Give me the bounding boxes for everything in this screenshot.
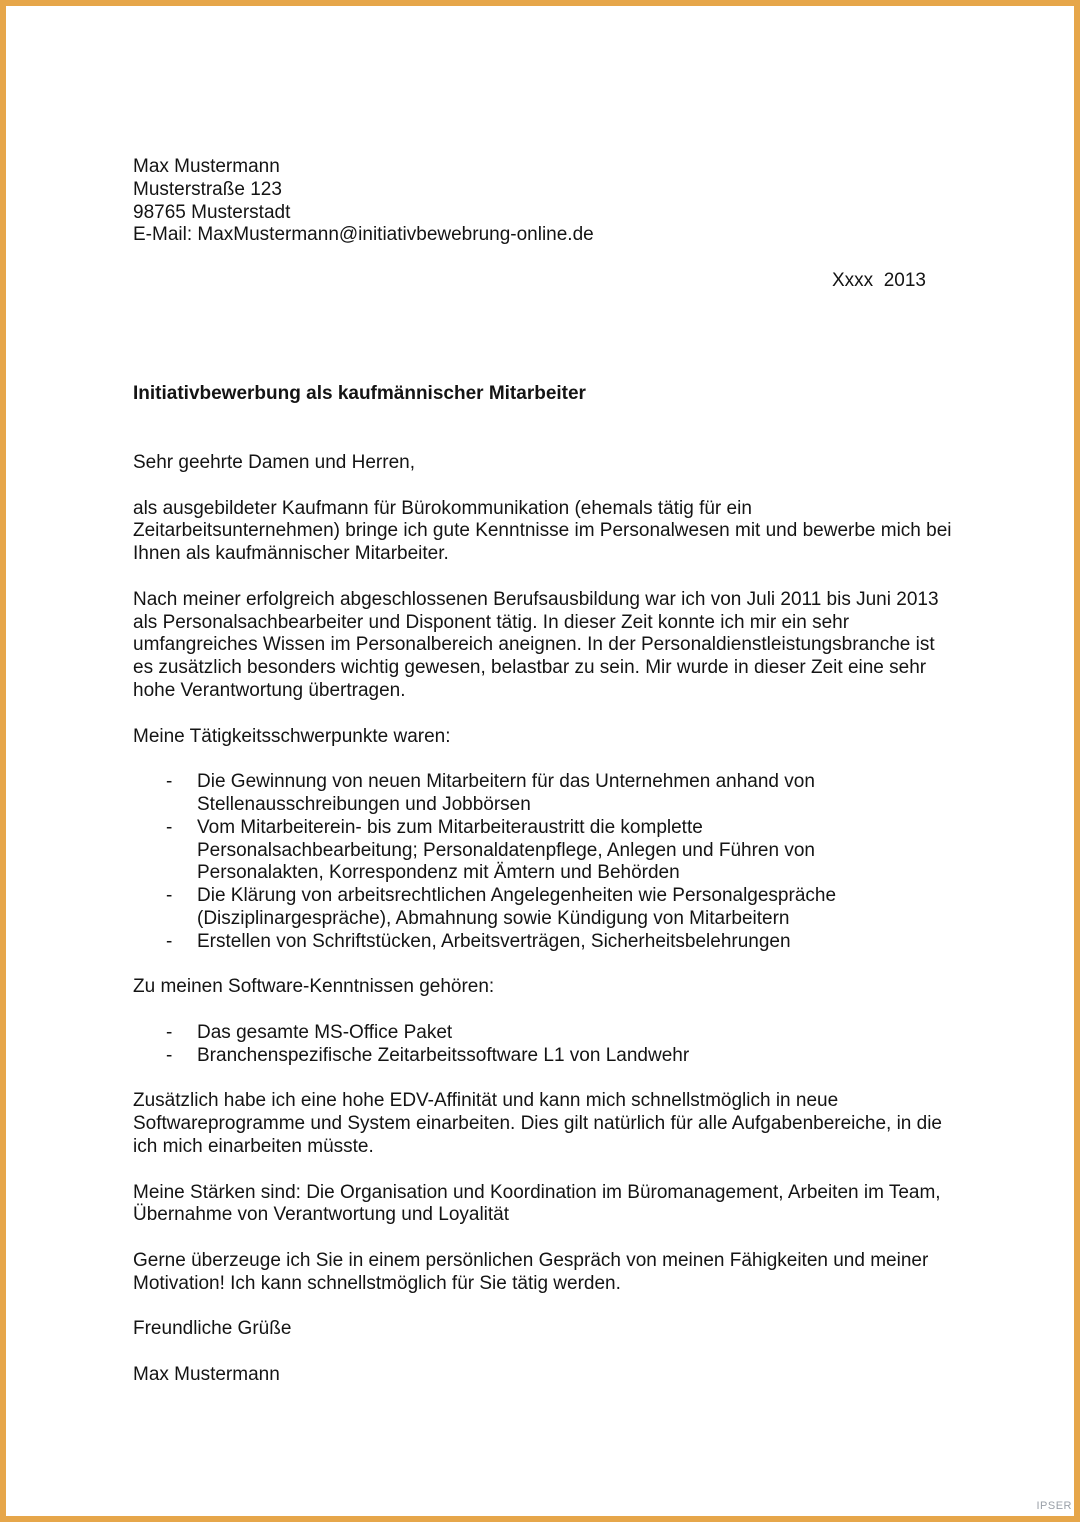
paragraph-software-intro: Zu meinen Software-Kenntnissen gehören:	[133, 976, 495, 998]
paragraph-intro: als ausgebildeter Kaufmann für Bürokommunikation (ehemals tätig für ein Zeitarbeitsunternehmen) bringe ich gute Kenntnisse im Personalwesen mit und bewerbe mich bei Ihnen als kaufmännischer Mitarbeiter.	[133, 497, 952, 565]
paragraph-strengths: Meine Stärken sind: Die Organisation und Koordination im Büromanagement, Arbeiten im Team, Übernahme von Verantwortung und Loyalität	[133, 1181, 941, 1226]
dash-bullet: -	[166, 1044, 173, 1066]
watermark-logo: IPSER	[1036, 1500, 1072, 1512]
list-item	[133, 1022, 877, 1045]
sender-address-block	[133, 156, 953, 247]
dash-bullet: -	[166, 1021, 173, 1043]
sender-city: 98765 Musterstadt	[133, 201, 291, 223]
dash-bullet: -	[166, 816, 173, 838]
paragraph-edv: Zusätzlich habe ich eine hohe EDV-Affinität und kann mich schnellstmöglich in neue Softwareprogramme und System einarbeiten. Dies gilt natürlich für alle Aufgabenbereiche, in die ich mich einarbeiten müsste.	[133, 1090, 943, 1157]
paragraph-duties-intro: Meine Tätigkeitsschwerpunkte waren:	[133, 725, 451, 747]
list-item	[133, 885, 877, 931]
closing-phrase: Freundliche Grüße	[133, 1318, 292, 1340]
software-list	[133, 1022, 953, 1068]
list-item-text: Das gesamte MS-Office Paket	[197, 1021, 453, 1043]
dash-bullet: -	[166, 930, 173, 952]
list-item	[133, 771, 877, 817]
duties-list	[133, 771, 953, 953]
list-item	[133, 817, 877, 885]
paragraph-closing-offer: Gerne überzeuge ich Sie in einem persönlichen Gespräch von meinen Fähigkeiten und meiner Motivation! Ich kann schnellstmöglich für Sie tätig werden.	[133, 1249, 929, 1294]
letter-body	[133, 452, 953, 1387]
sender-email: E-Mail: MaxMustermann@initiativbewebrung-online.de	[133, 224, 594, 246]
salutation: Sehr geehrte Damen und Herren,	[133, 452, 415, 473]
signature-name: Max Mustermann	[133, 1363, 280, 1385]
sender-name: Max Mustermann	[133, 156, 280, 177]
list-item	[133, 931, 877, 954]
dash-bullet: -	[166, 885, 173, 907]
letter-subject: Initiativbewerbung als kaufmännischer Mitarbeiter	[133, 383, 586, 404]
dash-bullet: -	[166, 771, 173, 793]
list-item-text: Branchenspezifische Zeitarbeitssoftware L1 von Landwehr	[197, 1044, 690, 1066]
list-item	[133, 1045, 877, 1068]
paragraph-experience: Nach meiner erfolgreich abgeschlossenen Berufsausbildung war ich von Juli 2011 bis Juni 2013 als Personalsachbearbeiter und Disponent tätig. In dieser Zeit konnte ich mir ein sehr umfangreiches Wissen im Personalbereich aneignen. In der Personaldienstleistungsbranche ist es zusätzlich besonders wichtig gewesen, belastbar zu sein. Mir wurde in dieser Zeit eine sehr hohe Verantwortung übertragen.	[133, 588, 939, 701]
list-item-text: Die Gewinnung von neuen Mitarbeitern für das Unternehmen anhand von Stellenausschreibungen und Jobbörsen	[197, 771, 815, 815]
list-item-text: Vom Mitarbeiterein- bis zum Mitarbeiteraustritt die komplette Personalsachbearbeitung; Personaldatenpflege, Anlegen und Führen von Personalakten, Korrespondenz mit Ämtern und Behörden	[197, 816, 815, 884]
list-item-text: Die Klärung von arbeitsrechtlichen Angelegenheiten wie Personalgespräche (Disziplinargespräche), Abmahnung sowie Kündigung von Mitarbeitern	[197, 885, 837, 929]
list-item-text: Erstellen von Schriftstücken, Arbeitsverträgen, Sicherheitsbelehrungen	[197, 930, 791, 952]
letter-date: Xxxx 2013	[832, 270, 926, 291]
sender-street: Musterstraße 123	[133, 178, 282, 200]
